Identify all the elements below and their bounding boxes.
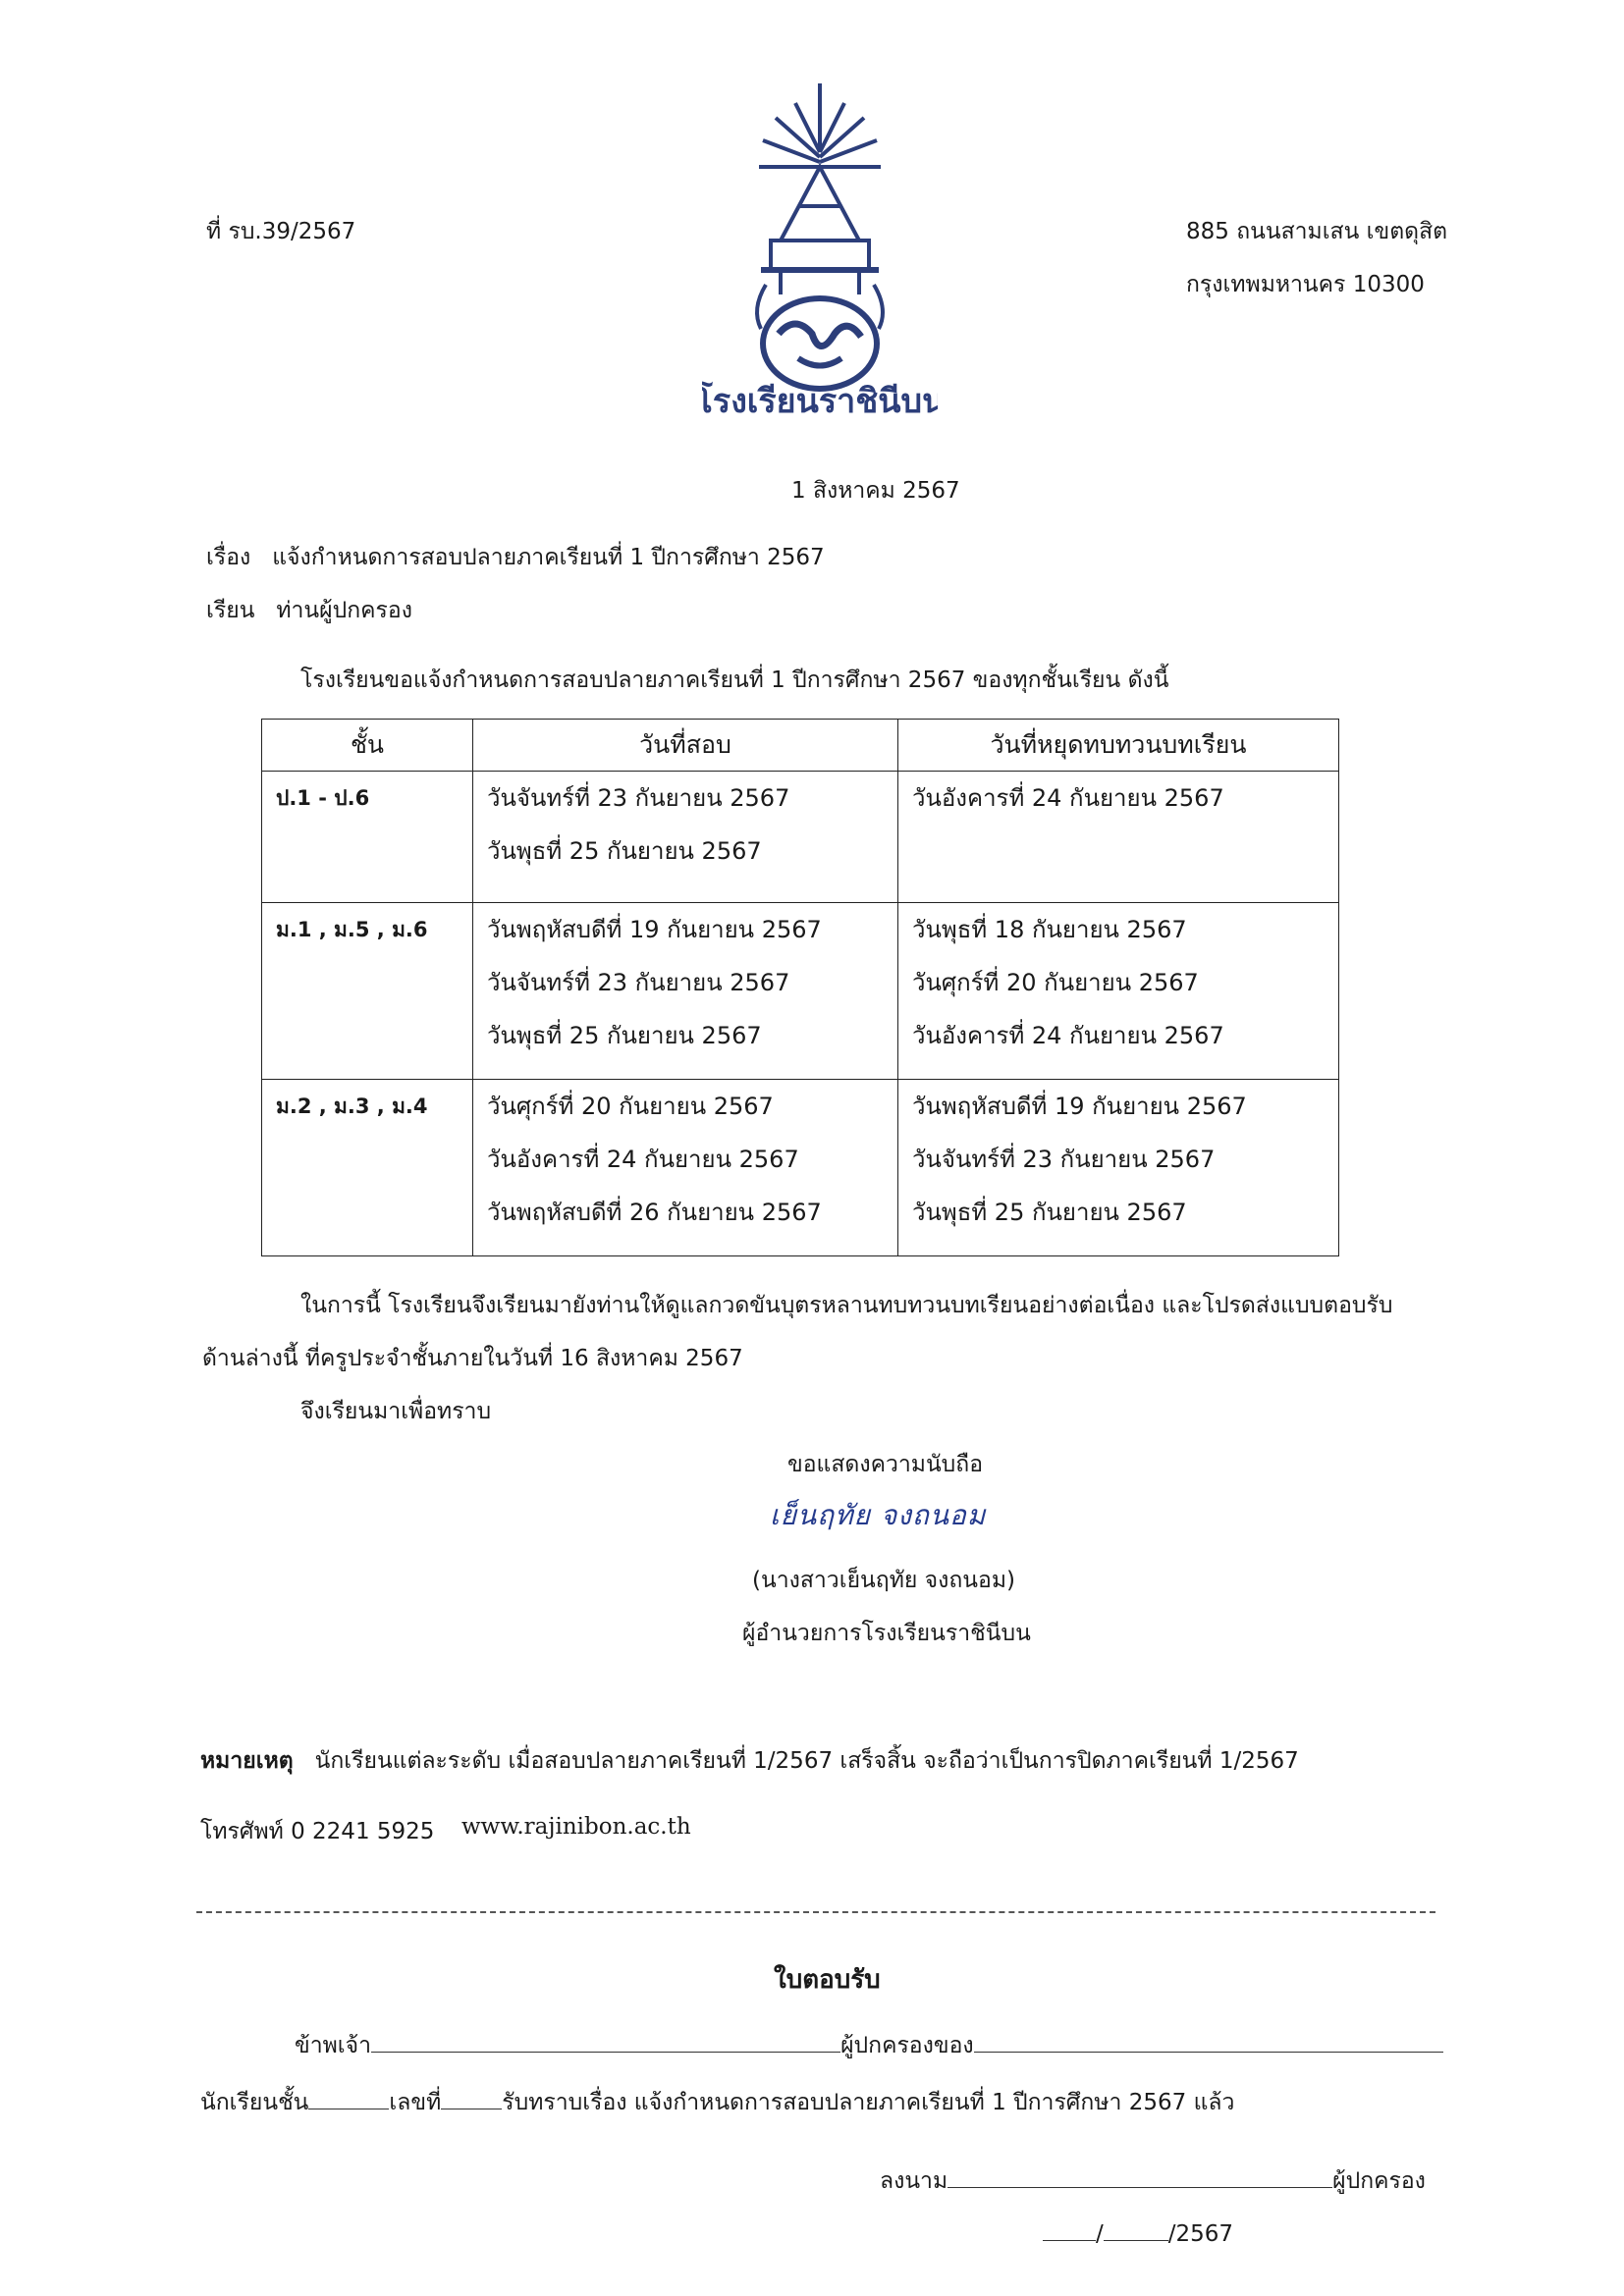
student-number-field[interactable]: [441, 2087, 502, 2109]
school-logo: [702, 74, 938, 437]
intro-paragraph: โรงเรียนขอแจ้งกำหนดการสอบปลายภาคเรียนที่ 1 ปีการศึกษา 2567 ของทุกชั้นเรียน ดังนี้: [300, 667, 1169, 693]
year-suffix: /2567: [1167, 2221, 1234, 2247]
subject-text: แจ้งกำหนดการสอบปลายภาคเรียนที่ 1 ปีการศึกษา 2567: [272, 545, 825, 570]
address-line-1: 885 ถนนสามเสน เขตดุสิต: [1186, 219, 1448, 244]
handwritten-signature: เย็นฤทัย จงถนอม: [770, 1499, 987, 1531]
body-paragraph-line-1: ในการนี้ โรงเรียนจึงเรียนมายังท่านให้ดูแลกวดขันบุตรหลานทบทวนบทเรียนอย่างต่อเนื่อง และโปรดส่งแบบตอบรับ: [300, 1293, 1393, 1318]
note-label: หมายเหตุ: [200, 1748, 294, 1774]
guardian-signature-field[interactable]: [947, 2165, 1332, 2188]
recipient-text: ท่านผู้ปกครอง: [276, 598, 412, 623]
table-row: [262, 772, 1339, 903]
student-name-field[interactable]: [974, 2030, 1443, 2053]
recipient-label: เรียน: [206, 598, 255, 623]
exam-date: วันจันทร์ที่ 23 กันยายน 2567: [487, 784, 790, 812]
signatory-name: (นางสาวเย็นฤทัย จงถนอม): [752, 1568, 1015, 1593]
month-field[interactable]: [1104, 2218, 1168, 2241]
student-class-label: นักเรียนชั้น: [200, 2090, 309, 2115]
note-line: [200, 1743, 1299, 1779]
sign-label: ลงนาม: [880, 2168, 948, 2194]
exam-date: วันอังคารที่ 24 กันยายน 2567: [487, 1146, 799, 1173]
review-date: วันพุธที่ 18 กันยายน 2567: [912, 916, 1187, 943]
header-exam-date: วันที่สอบ: [473, 720, 898, 772]
day-field[interactable]: [1043, 2218, 1096, 2241]
reply-form-line-1: [295, 2028, 1443, 2063]
exam-date: วันพฤหัสบดีที่ 26 กันยายน 2567: [487, 1199, 822, 1226]
grade-cell: ม.1 , ม.5 , ม.6: [276, 918, 428, 941]
reply-form-date-line: / /2567: [1043, 2218, 1233, 2247]
subject-line: [206, 540, 825, 575]
table-row: [262, 1080, 1339, 1256]
reply-form-title: ใบตอบรับ: [774, 1965, 881, 1995]
exam-date: วันพุธที่ 25 กันยายน 2567: [487, 837, 762, 865]
sign-suffix: ผู้ปกครอง: [1332, 2168, 1426, 2194]
table-row: [262, 903, 1339, 1080]
exam-date: วันจันทร์ที่ 23 กันยายน 2567: [487, 969, 790, 996]
signatory-position: ผู้อำนวยการโรงเรียนราชินีบน: [742, 1621, 1031, 1646]
acknowledge-text: รับทราบเรื่อง แจ้งกำหนดการสอบปลายภาคเรียนที่ 1 ปีการศึกษา 2567 แล้ว: [502, 2090, 1235, 2115]
logo-text: โรงเรียนราชินีบน: [702, 382, 938, 421]
exam-schedule-table: [261, 719, 1339, 1256]
contact-website[interactable]: www.rajinibon.ac.th: [461, 1814, 691, 1840]
student-class-field[interactable]: [308, 2087, 389, 2109]
recipient-line: [206, 593, 412, 628]
cut-line: [196, 1911, 1435, 1913]
guardian-of-label: ผู้ปกครองของ: [840, 2033, 974, 2058]
exam-date: วันพุธที่ 25 กันยายน 2567: [487, 1022, 762, 1049]
subject-label: เรื่อง: [206, 545, 251, 570]
review-date: วันพฤหัสบดีที่ 19 กันยายน 2567: [912, 1093, 1247, 1120]
note-text: นักเรียนแต่ละระดับ เมื่อสอบปลายภาคเรียนที่ 1/2567 เสร็จสิ้น จะถือว่าเป็นการปิดภาคเรียนที่ 1/2567: [314, 1748, 1299, 1774]
body-paragraph-closing: จึงเรียนมาเพื่อทราบ: [300, 1399, 492, 1424]
header-review-date: วันที่หยุดทบทวนบทเรียน: [898, 720, 1339, 772]
guardian-name-field[interactable]: [371, 2030, 840, 2053]
number-label: เลขที่: [389, 2090, 442, 2115]
reference-number: ที่ รบ.39/2567: [206, 219, 356, 244]
grade-cell: ป.1 - ป.6: [276, 786, 370, 810]
review-date: วันอังคารที่ 24 กันยายน 2567: [912, 784, 1224, 812]
letter-date: 1 สิงหาคม 2567: [791, 478, 960, 504]
i-label: ข้าพเจ้า: [295, 2033, 372, 2058]
exam-date: วันพฤหัสบดีที่ 19 กันยายน 2567: [487, 916, 822, 943]
reply-form-line-2: [200, 2085, 1234, 2120]
header-grade: ชั้น: [262, 720, 473, 772]
address-line-2: กรุงเทพมหานคร 10300: [1186, 272, 1425, 297]
review-date: วันจันทร์ที่ 23 กันยายน 2567: [912, 1146, 1216, 1173]
reply-form-sign-line: [880, 2163, 1426, 2199]
review-date: วันศุกร์ที่ 20 กันยายน 2567: [912, 969, 1199, 996]
body-paragraph-line-2: ด้านล่างนี้ ที่ครูประจำชั้นภายในวันที่ 16 สิงหาคม 2567: [202, 1346, 743, 1371]
review-date: วันพุธที่ 25 กันยายน 2567: [912, 1199, 1187, 1226]
closing-salutation: ขอแสดงความนับถือ: [787, 1452, 984, 1477]
grade-cell: ม.2 , ม.3 , ม.4: [276, 1095, 428, 1118]
exam-date: วันศุกร์ที่ 20 กันยายน 2567: [487, 1093, 774, 1120]
table-header-row: [262, 720, 1339, 772]
review-date: วันอังคารที่ 24 กันยายน 2567: [912, 1022, 1224, 1049]
contact-phone: โทรศัพท์ 0 2241 5925: [200, 1819, 435, 1844]
